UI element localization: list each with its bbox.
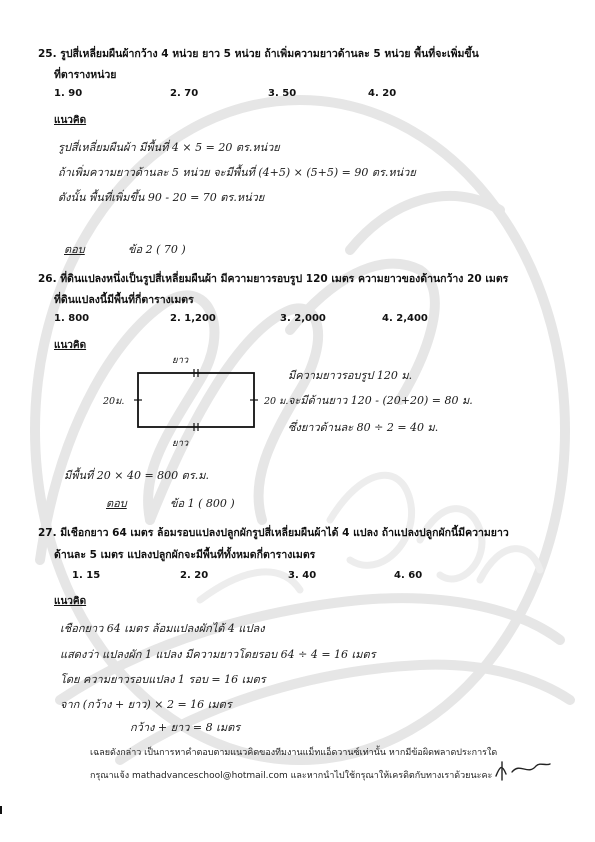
question-26-text-cont: ที่ดินแปลงนี้มีพื้นที่กี่ตารางเมตร [54, 294, 194, 306]
q26-work-line-1: มีความยาวรอบรูป 120 ม. [288, 369, 413, 382]
question-26-text: 26. ที่ดินแปลงหนึ่งเป็นรูปสี่เหลี่ยมผืนผ้า มีความยาวรอบรูป 120 เมตร ความยาวของด้านกว้าง 20 เมตร [38, 273, 509, 285]
footer-note-line-1: เฉลยดังกล่าว เป็นการหาคำตอบตามแนวคิดของทีมงานแม็ทแอ็ดวานซ์เท่านั้น หากมีข้อผิดพลาดประการใด [90, 748, 498, 758]
q27-work-line-4: จาก (กว้าง + ยาว) × 2 = 16 เมตร [60, 698, 232, 711]
q26-work-line-2: จะมีด้านยาว 120 - (20+20) = 80 ม. [288, 394, 473, 407]
diagram-top-label: ยาว [172, 355, 189, 366]
q26-area: มีพื้นที่ 20 × 40 = 800 ตร.ม. [64, 469, 209, 482]
q25-answer-label: ตอบ [64, 243, 85, 256]
question-27-text: 27. มีเชือกยาว 64 เมตร ล้อมรอบแปลงปลูกผักรูปสี่เหลี่ยมผืนผ้าได้ 4 แปลง ถ้าแปลงปลูกผักนี้มีความยาว [38, 527, 509, 539]
q25-method-label: แนวคิด [54, 115, 87, 126]
q25-work-line-2: ถ้าเพิ่มความยาวด้านละ 5 หน่วย จะมีพื้นที่ (4+5) × (5+5) = 90 ตร.หน่วย [58, 166, 416, 179]
q27-option-1: 1. 15 [72, 570, 101, 581]
signature-mark [492, 758, 552, 782]
q26-option-4: 4. 2,400 [382, 313, 428, 324]
q26-option-2: 2. 1,200 [170, 313, 216, 324]
question-25-text: 25. รูปสี่เหลี่ยมผืนผ้ากว้าง 4 หน่วย ยาว 5 หน่วย ถ้าเพิ่มความยาวด้านละ 5 หน่วย พื้นที่จะเพิ่มขึ้น [38, 48, 479, 60]
q26-option-3: 3. 2,000 [280, 313, 326, 324]
q26-method-label: แนวคิด [54, 340, 87, 351]
q26-option-1: 1. 800 [54, 313, 90, 324]
q27-work-line-3: โดย ความยาวรอบแปลง 1 รอบ = 16 เมตร [60, 673, 266, 686]
q25-answer: ข้อ 2 ( 70 ) [128, 243, 186, 256]
diagram-right-label: 20 ม. [264, 396, 289, 407]
q27-work-line-1: เชือกยาว 64 เมตร ล้อมแปลงผักได้ 4 แปลง [60, 622, 265, 635]
question-27-text-cont: ด้านละ 5 เมตร แปลงปลูกผักจะมีพื้นที่ทั้งหมดกี่ตารางเมตร [54, 549, 316, 561]
rectangle-diagram [130, 365, 262, 435]
q25-option-3: 3. 50 [268, 88, 297, 99]
q25-option-1: 1. 90 [54, 88, 83, 99]
q27-option-4: 4. 60 [394, 570, 423, 581]
q27-method-label: แนวคิด [54, 596, 87, 607]
q26-work-line-3: ซึ่งยาวด้านละ 80 ÷ 2 = 40 ม. [288, 421, 439, 434]
footer-note-line-2: กรุณาแจ้ง mathadvanceschool@hotmail.com และหากนำไปใช้กรุณาให้เครดิตกับทางเราด้วยนะคะ [90, 771, 493, 781]
diagram-bottom-label: ยาว [172, 438, 189, 449]
page-edge-mark [0, 806, 2, 814]
q27-work-line-5: กว้าง + ยาว = 8 เมตร [130, 721, 241, 734]
q25-option-4: 4. 20 [368, 88, 397, 99]
diagram-left-label: 20ม. [103, 396, 125, 407]
q27-option-2: 2. 20 [180, 570, 209, 581]
q26-answer-label: ตอบ [106, 497, 127, 510]
q27-option-3: 3. 40 [288, 570, 317, 581]
question-25-text-cont: ที่ตารางหน่วย [54, 69, 117, 81]
q26-answer: ข้อ 1 ( 800 ) [170, 497, 235, 510]
q27-work-line-2: แสดงว่า แปลงผัก 1 แปลง มีความยาวโดยรอบ 64 ÷ 4 = 16 เมตร [60, 648, 376, 661]
q25-work-line-1: รูปสี่เหลี่ยมผืนผ้า มีพื้นที่ 4 × 5 = 20 ตร.หน่วย [58, 141, 280, 154]
q25-work-line-3: ดังนั้น พื้นที่เพิ่มขึ้น 90 - 20 = 70 ตร.หน่วย [58, 191, 265, 204]
q25-option-2: 2. 70 [170, 88, 199, 99]
